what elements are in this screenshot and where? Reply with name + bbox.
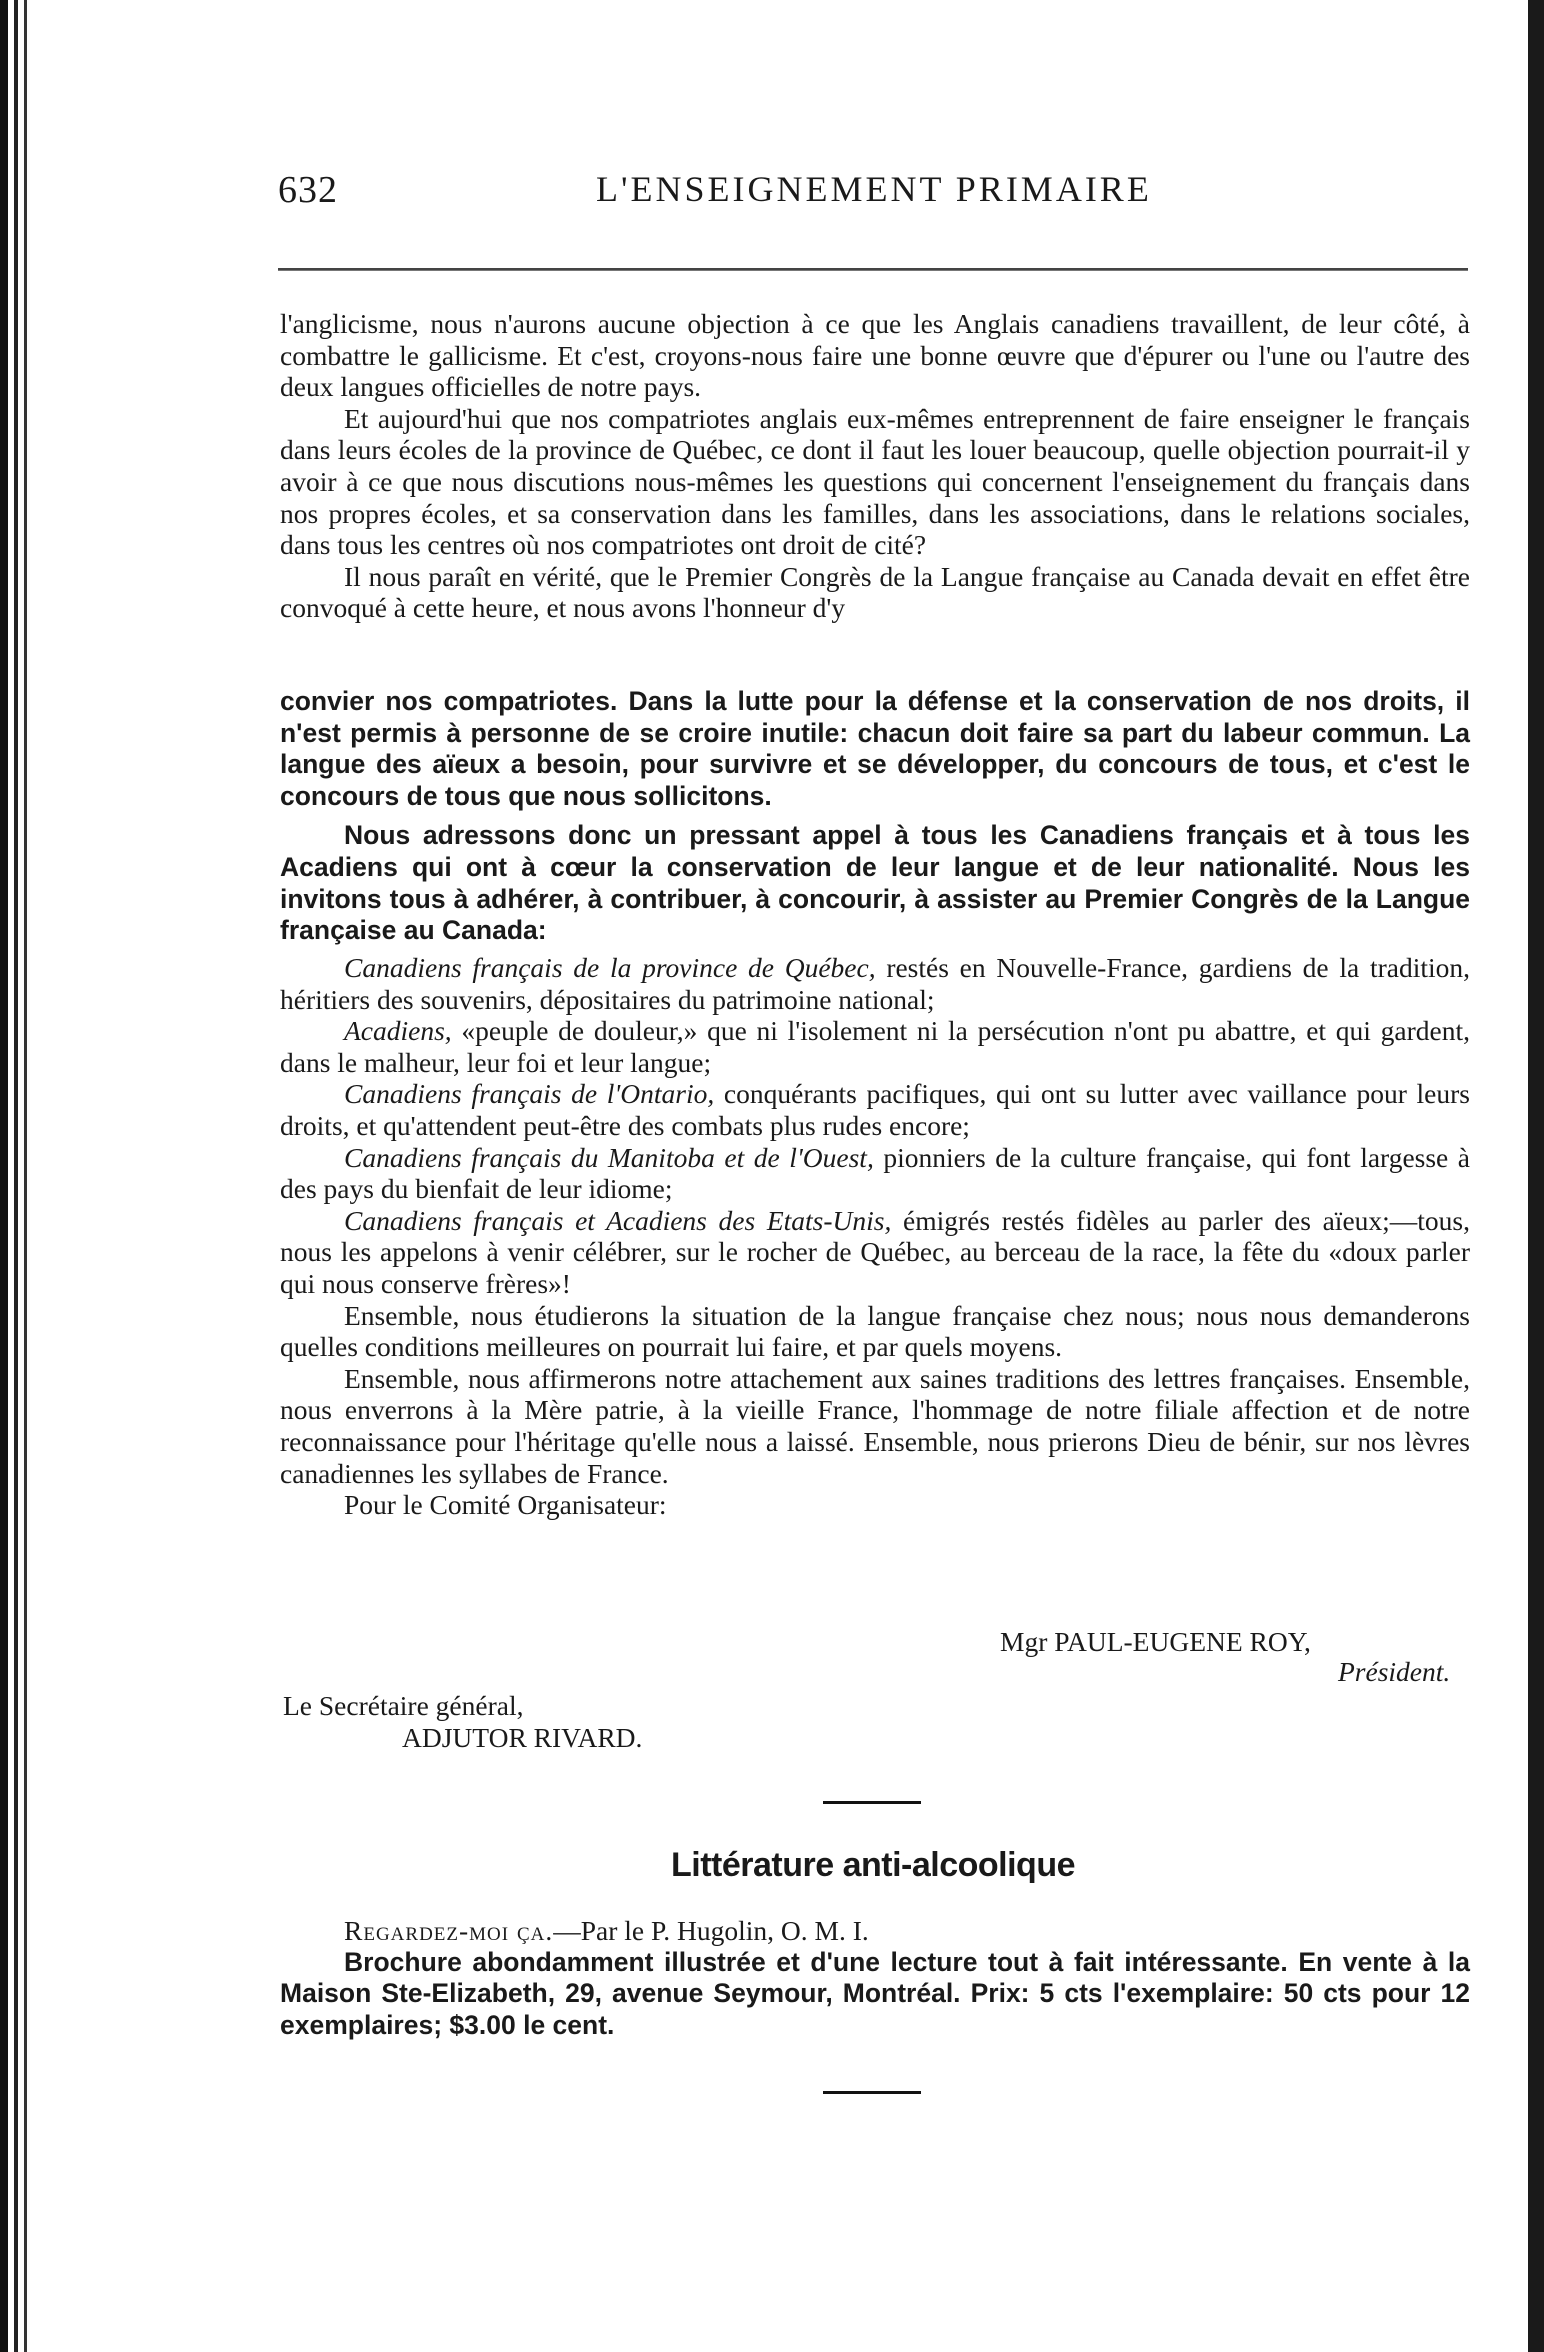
body-text-top (280, 308, 1470, 624)
entry-heading (280, 1915, 1470, 1947)
paragraph-2: Et aujourd'hui que nos compatriotes anglais eux-mêmes entreprennent de faire enseigner le français dans leurs écoles de la province de Québec, ce dont il faut les louer beaucoup, quelle objection pourrait-il y avoir à ce que nous discutions nous-mêmes les questions qui concernent l'enseignement du français dans nos propres écoles, et sa conservation dans les familles, dans les associations, dans le relations sociales, dans tous les centres où nos compatriotes ont droit de cité? (280, 402, 1470, 561)
list-item (280, 1142, 1470, 1205)
president-name: Mgr PAUL-EUGENE ROY, (1000, 1626, 1311, 1657)
list-item-label: Acadiens, (344, 1015, 452, 1047)
addressee-list (280, 952, 1470, 1521)
section-title: Littérature anti-alcoolique (671, 1846, 1075, 1884)
paragraph-6: Ensemble, nous affirmerons notre attachement aux saines traditions des lettres françaises. Ensemble, nous enverrons à la Mère patrie, à la vieille France, l'hommage de notre filiale affection et de notre reconnaissance pour l'héritage qu'elle nous a laissé. Ensemble, nous prierons Dieu de bénir, sur nos lèvres canadiennes les syllabes de France. (280, 1362, 1470, 1489)
list-item-label: Canadiens français de l'Ontario, (344, 1078, 715, 1110)
entry-title: Regardez-moi ça. (344, 1915, 554, 1946)
list-item-label: Canadiens français et Acadiens des Etats-Unis, (344, 1204, 892, 1236)
list-item-text: conquérants pacifiques, qui ont su lutter avec vaillance pour leurs droits, et qu'attendent peut-être des combats plus rudes encore; (280, 1078, 1470, 1141)
paragraph-7: Pour le Comité Organisateur: (344, 1489, 667, 1521)
header-rule (278, 268, 1468, 271)
paragraph-3b: convier nos compatriotes. Dans la lutte pour la défense et la conservation de nos droits, il n'est permis à personne de se croire inutile: chacun doit faire sa part du labeur commun. La langue des aïeux a besoin, pour survivre et se développer, du concours de tous, et c'est le concours de tous que nous sollicitons. (280, 686, 1470, 811)
list-item (280, 1205, 1470, 1300)
list-item-text: «peuple de douleur,» que ni l'isolement ni la persécution n'ont pu abattre, et qui gardent, dans le malheur, leur foi et leur langue; (280, 1015, 1470, 1078)
secretary-title: Le Secrétaire général, (283, 1690, 524, 1721)
running-head (278, 168, 1468, 218)
list-item-label: Canadiens français du Manitoba et de l'Ouest, (344, 1141, 874, 1173)
paragraph-4: Nous adressons donc un pressant appel à tous les Canadiens français et à tous les Acadiens qui ont à cœur la conservation de leur langue et de leur nationalité. Nous les invitons tous à adhérer, à contribuer, à concourir, à assister au Premier Congrès de la Langue française au Canada: (280, 820, 1470, 946)
entry-author: —Par le P. Hugolin, O. M. I. (553, 1915, 869, 1946)
section-rule-bottom (823, 2091, 921, 2094)
president-title: Président. (1338, 1656, 1451, 1687)
list-item-label: Canadiens français de la province de Québec, (344, 952, 876, 983)
list-item (280, 952, 1470, 1015)
entry-text: Brochure abondamment illustrée et d'une lecture tout à fait intéressante. En vente à la Maison Ste-Elizabeth, 29, avenue Seymour, Montréal. Prix: 5 cts l'exemplaire: 50 cts pour 12 exemplaires; $3.00 le cent. (280, 1946, 1470, 2040)
section-rule-top (823, 1801, 921, 1804)
page-number: 632 (278, 169, 338, 211)
list-item-text: pionniers de la culture française, qui font largesse à des pays du bienfait de leur idiome; (280, 1141, 1471, 1205)
body-text-bold (280, 686, 1470, 947)
running-title: L'ENSEIGNEMENT PRIMAIRE (596, 169, 1152, 209)
list-item-text: émigrés restés fidèles au parler des aïeux;—tous, nous les appelons à venir célébrer, sur le rocher de Québec, au berceau de la race, la fête du «doux parler qui nous conserve frères»! (280, 1204, 1471, 1299)
list-item (280, 1078, 1470, 1141)
list-item-text: restés en Nouvelle-France, gardiens de la tradition, héritiers des souvenirs, dépositaires du patrimoine national; (280, 952, 1470, 1015)
paragraph-3a: Il nous paraît en vérité, que le Premier Congrès de la Langue française au Canada devait en effet être convoqué à cette heure, et nous avons l'honneur d'y (280, 560, 1470, 624)
secretary-name: ADJUTOR RIVARD. (402, 1722, 643, 1753)
paragraph-1: l'anglicisme, nous n'aurons aucune objection à ce que les Anglais canadiens travaillent, de leur côté, à combattre le gallicisme. Et c'est, croyons-nous faire une bonne œuvre que d'épurer ou l'une ou l'autre des deux langues officielles de notre pays. (280, 308, 1470, 403)
list-item (280, 1015, 1470, 1078)
paragraph-5: Ensemble, nous étudierons la situation de la langue française chez nous; nous nous demanderons quelles conditions meilleures on pourrait lui faire, et par quels moyens. (280, 1299, 1470, 1363)
section-entry (280, 1915, 1470, 2041)
